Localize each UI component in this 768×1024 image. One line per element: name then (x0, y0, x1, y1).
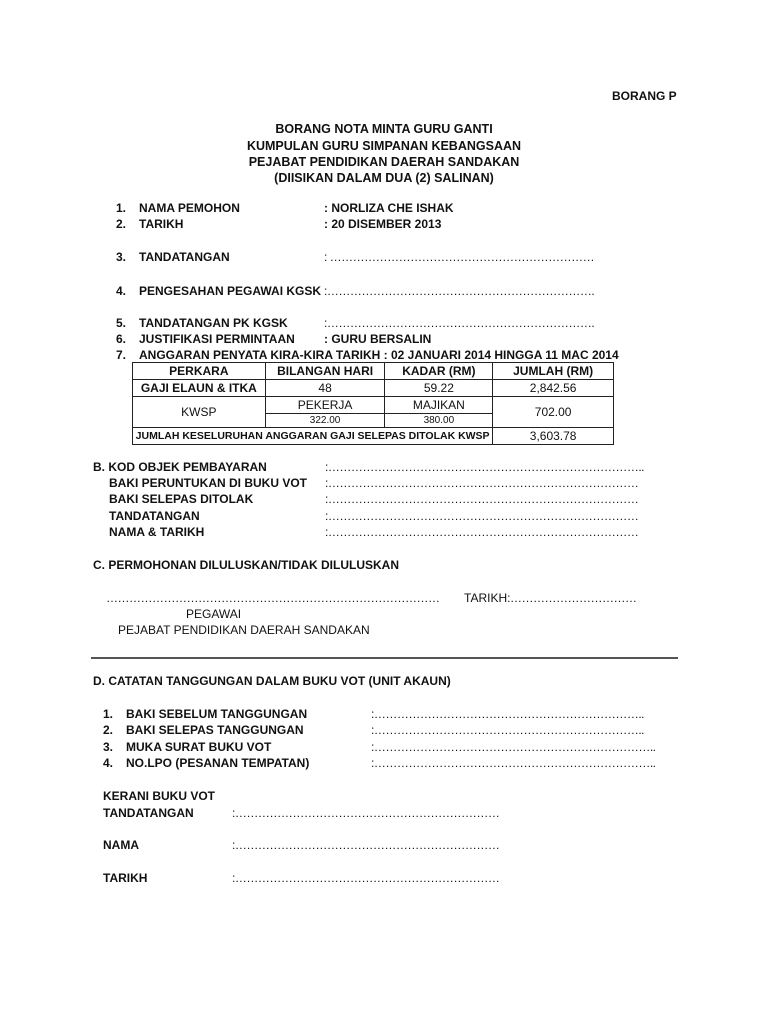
field-value-tandatangan-pk[interactable]: :……………………………………………………………. (324, 316, 595, 330)
table-cell: 322.00 (265, 414, 385, 428)
section-b-heading: B. KOD OBJEK PEMBAYARAN (93, 460, 267, 474)
field-label-baki-sebelum: BAKI SEBELUM TANGGUNGAN (126, 707, 308, 721)
officer-office: PEJABAT PENDIDIKAN DAERAH SANDAKAN (118, 623, 370, 637)
section-divider (91, 657, 678, 659)
field-value-muka-surat[interactable]: :……………………………………………………………….. (371, 740, 656, 754)
title-line-4: (DIISIKAN DALAM DUA (2) SALINAN) (274, 171, 494, 185)
field-value-kod-objek[interactable]: :……………………………………………………………………….. (325, 460, 645, 474)
field-label-nama-tarikh: NAMA & TARIKH (109, 525, 205, 539)
table-header: BILANGAN HARI (265, 363, 385, 380)
field-label-nama-pemohon: NAMA PEMOHON (139, 201, 240, 215)
field-label-tandatangan-pk: TANDATANGAN PK KGSK (139, 316, 288, 330)
signature-line-pegawai[interactable]: …………………………………………………………………………… (106, 591, 440, 605)
field-label-tarikh: TARIKH (139, 217, 184, 231)
field-label-baki-selepas: BAKI SELEPAS DITOLAK (109, 492, 254, 506)
table-cell: 2,842.56 (493, 380, 614, 397)
item-number: 1. (103, 707, 114, 721)
field-label-tandatangan: TANDATANGAN (139, 250, 230, 264)
table-cell: MAJIKAN (385, 397, 493, 414)
field-value-no-lpo[interactable]: :……………………………………………………………….. (371, 756, 656, 770)
table-cell: 3,603.78 (493, 428, 614, 445)
clerk-heading: KERANI BUKU VOT (103, 789, 216, 803)
table-cell: 48 (265, 380, 385, 397)
field-label-baki-selepas-tanggungan: BAKI SELEPAS TANGGUNGAN (126, 723, 304, 737)
table-cell: GAJI ELAUN & ITKA (133, 380, 266, 397)
field-value-justifikasi[interactable]: : GURU BERSALIN (324, 332, 432, 346)
field-label-justifikasi: JUSTIFIKASI PERMINTAAN (139, 332, 295, 346)
table-header: PERKARA (133, 363, 266, 380)
item-number: 6. (116, 332, 127, 346)
field-value-clerk-tandatangan[interactable]: :…………………………………………………………… (232, 806, 500, 820)
item-number: 2. (103, 723, 114, 737)
field-value-baki-selepas-tanggungan[interactable]: :…………………………………………………………….. (371, 723, 645, 737)
date-label: TARIKH: (464, 591, 511, 605)
field-value-baki-peruntukan[interactable]: :……………………………………………………………………… (325, 476, 639, 490)
field-label-clerk-nama: NAMA (103, 838, 139, 852)
item-number: 5. (116, 316, 127, 330)
officer-title: PEGAWAI (186, 607, 242, 621)
item-number: 3. (103, 740, 114, 754)
field-value-clerk-nama[interactable]: :…………………………………………………………… (232, 838, 500, 852)
field-label-tandatangan-b: TANDATANGAN (109, 509, 200, 523)
table-row-total (133, 428, 614, 445)
item-number: 4. (116, 284, 127, 298)
table-cell: 702.00 (493, 397, 614, 428)
table-cell: 380.00 (385, 414, 493, 428)
table-row-gaji (133, 380, 614, 397)
title-line-3: PEJABAT PENDIDIKAN DAERAH SANDAKAN (248, 155, 520, 169)
item-number: 4. (103, 756, 114, 770)
title-line-1: BORANG NOTA MINTA GURU GANTI (275, 122, 493, 136)
table-row-kwsp (133, 397, 614, 414)
field-label-clerk-tandatangan: TANDATANGAN (103, 806, 194, 820)
field-value-nama-tarikh[interactable]: :……………………………………………………………………… (325, 525, 639, 539)
field-value-clerk-tarikh[interactable]: :…………………………………………………………… (232, 871, 500, 885)
title-line-2: KUMPULAN GURU SIMPANAN KEBANGSAAN (246, 139, 522, 153)
field-value-nama-pemohon[interactable]: : NORLIZA CHE ISHAK (324, 201, 454, 215)
table-header: KADAR (RM) (385, 363, 493, 380)
field-value-tarikh[interactable]: : 20 DISEMBER 2013 (324, 217, 442, 231)
section-d-heading: D. CATATAN TANGGUNGAN DALAM BUKU VOT (UNIT AKAUN) (93, 674, 451, 688)
form-code: BORANG P (612, 89, 677, 103)
item-number: 3. (116, 250, 127, 264)
date-field[interactable]: …………………………… (510, 591, 637, 605)
table-header-row (133, 363, 614, 380)
table-header: JUMLAH (RM) (493, 363, 614, 380)
item-number: 2. (116, 217, 127, 231)
field-label-no-lpo: NO.LPO (PESANAN TEMPATAN) (126, 756, 310, 770)
field-label-clerk-tarikh: TARIKH (103, 871, 148, 885)
table-cell: JUMLAH KESELURUHAN ANGGARAN GAJI SELEPAS DITOLAK KWSP (133, 428, 493, 445)
field-value-pengesahan-pegawai[interactable]: :……………………………………………………………. (324, 284, 595, 298)
table-cell: 59.22 (385, 380, 493, 397)
estimate-table (132, 362, 614, 445)
field-label-muka-surat: MUKA SURAT BUKU VOT (126, 740, 272, 754)
field-value-tandatangan-b[interactable]: :……………………………………………………………………… (325, 509, 639, 523)
table-cell: PEKERJA (265, 397, 385, 414)
field-label-baki-peruntukan: BAKI PERUNTUKAN DI BUKU VOT (109, 476, 307, 490)
field-label-pengesahan-pegawai: PENGESAHAN PEGAWAI KGSK (139, 284, 322, 298)
section-c-heading: C. PERMOHONAN DILULUSKAN/TIDAK DILULUSKAN (93, 558, 399, 572)
field-label-anggaran-penyata: ANGGARAN PENYATA KIRA-KIRA TARIKH : 02 JANUARI 2014 HINGGA 11 MAC 2014 (139, 348, 619, 362)
field-value-baki-selepas[interactable]: :……………………………………………………………………… (325, 492, 639, 506)
field-value-tandatangan[interactable]: : …………………………………………………………… (324, 250, 595, 264)
item-number: 1. (116, 201, 127, 215)
item-number: 7. (116, 348, 127, 362)
field-value-baki-sebelum[interactable]: :…………………………………………………………….. (371, 707, 645, 721)
table-cell: KWSP (133, 397, 266, 428)
